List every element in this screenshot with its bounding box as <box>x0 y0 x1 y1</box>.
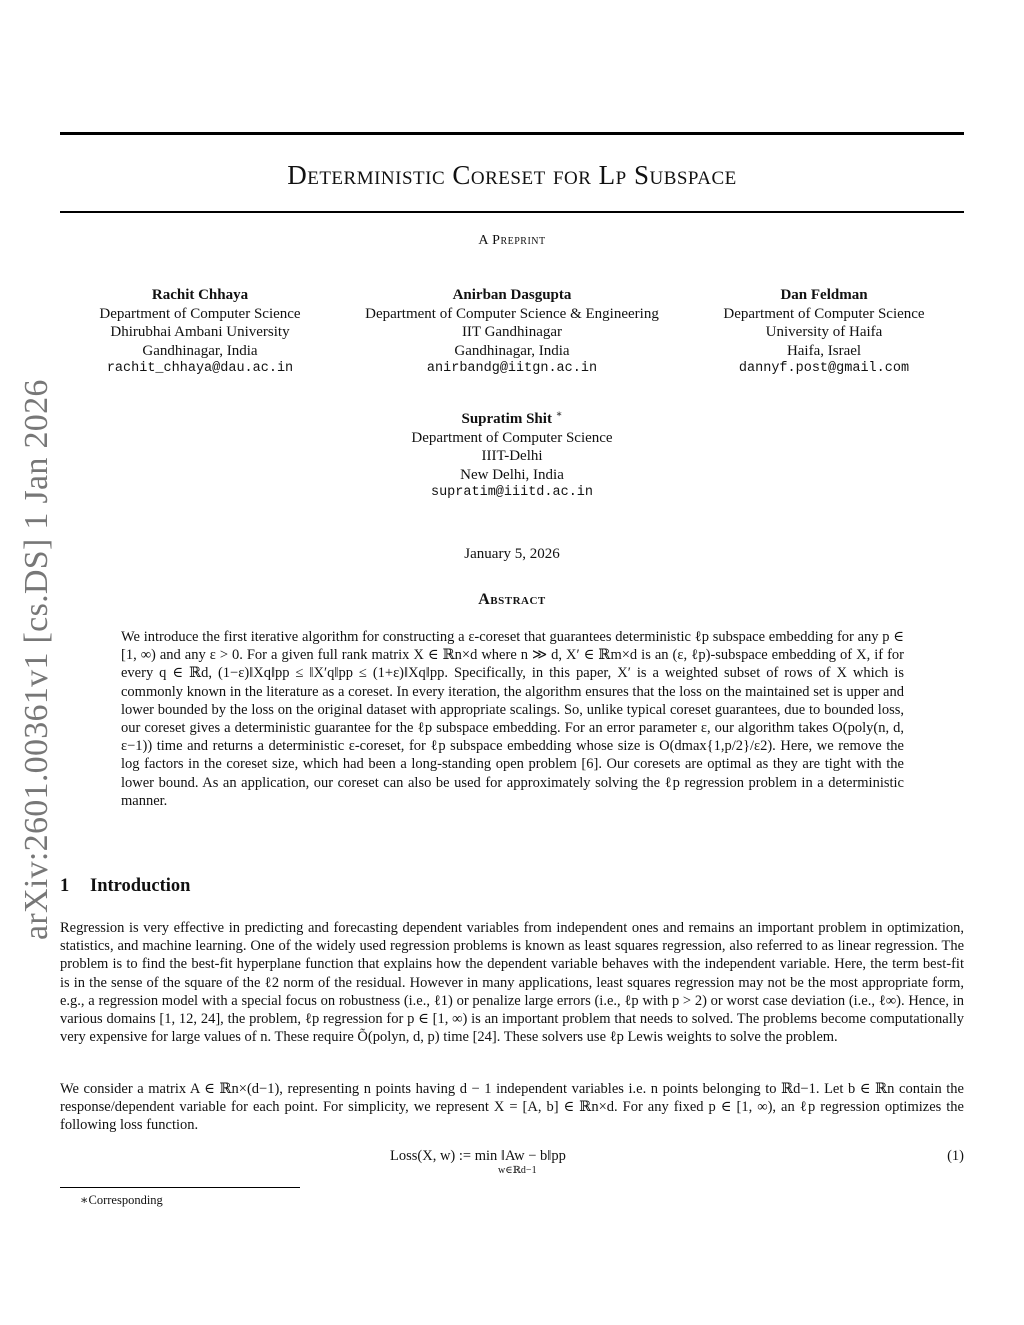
author-block-4 <box>362 406 662 503</box>
section-title: Introduction <box>90 876 191 896</box>
author-dept: Department of Computer Science <box>99 305 301 322</box>
arxiv-stamp: arXiv:2601.00361v1 [cs.DS] 1 Jan 2026 <box>18 379 55 940</box>
author-dept: Department of Computer Science & Engineering <box>365 305 659 322</box>
author-dept: Department of Computer Science <box>723 305 925 322</box>
section-heading <box>60 876 190 897</box>
paragraph-2: We consider a matrix A ∈ ℝn×(d−1), representing n points having d − 1 independent variables i.e. n points belonging to ℝd−1. Let b ∈ ℝn contain the response/dependent variable for each point. For simplicity, we represent X = [A, b] ∈ ℝn×d. For any fixed p ∈ [1, ∞), an ℓp regression optimizes the following loss function. <box>60 1081 964 1134</box>
page-title: Deterministic Coreset for Lp Subspace <box>287 160 737 190</box>
footnote-rule <box>60 1187 300 1188</box>
section-number: 1 <box>60 876 70 896</box>
author-inst: University of Haifa <box>765 324 883 340</box>
author-location: Haifa, Israel <box>786 342 862 359</box>
author-email[interactable]: supratim@iiitd.ac.in <box>430 485 594 500</box>
paragraph-1: Regression is very effective in predicting and forecasting dependent variables from independent ones and remains an important problem in optimization, statistics, and machine learning. One of the widely used regression problems is known as least squares regression, also referred to as linear regression. The problem is to find the best-fit hyperplane function that explains how the dependent variable behaves with the independent variable. Here, the term best-fit is in the sense of the square of the ℓ2 norm of the residual. However in many applications, least squares regression may not be the most appropriate form, e.g., a regression model with a special focus on robustness (i.e., ℓ1) or penalize large errors (i.e., ℓp with p > 2) or worst case deviation (i.e., ℓ∞). Hence, in various domains [1, 12, 24], the problem, ℓp regression for p ∈ [1, ∞) is an important problem that needs to solved. The problems become computationally very expensive for large values of n. These require Õ(polyn, d, p) time [24]. These solvers use ℓp Lewis weights to solve the problem. <box>60 920 964 1046</box>
paper-date: January 5, 2026 <box>464 546 560 562</box>
author-location: Gandhinagar, India <box>454 342 570 359</box>
author-email[interactable]: dannyf.post@gmail.com <box>738 361 910 376</box>
author-name: Anirban Dasgupta <box>452 287 572 303</box>
author-name-line <box>362 406 662 429</box>
footnote: ∗Corresponding <box>80 1193 163 1207</box>
equation-number: (1) <box>947 1148 964 1164</box>
preprint-label: A Preprint <box>478 233 546 248</box>
title-rule-bottom <box>60 211 964 213</box>
abstract-heading: Abstract <box>478 591 546 608</box>
author-name: Rachit Chhaya <box>151 287 249 303</box>
author-block-3 <box>704 286 944 379</box>
author-block-1 <box>80 286 320 379</box>
abstract-text: We introduce the first iterative algorithm for constructing a ε-coreset that guarantees deterministic ℓp subspace embedding for any p ∈ [1, ∞) and any ε > 0. For a given full rank matrix X ∈ ℝn×d where n ≫ d, X′ ∈ ℝm×d is an (ε, ℓp)-subspace embedding of X, if for every q ∈ ℝd, (1−ε)‖Xq‖pp ≤ ‖X′q‖pp ≤ (1+ε)‖Xq‖pp. Specifically, in this paper, X′ is a weighted subset of rows of X which is commonly known in the literature as a coreset. In every iteration, the algorithm ensures that the loss on the maintained set is upper and lower bounded by the loss on the original dataset with appropriate scalings. So, unlike typical coreset guarantees, due to bounded loss, our coreset gives a deterministic guarantee for the ℓp subspace embedding. For an error parameter ε, our algorithm takes O(poly(n, d, ε−1)) time and returns a deterministic ε-coreset, for ℓp subspace embedding whose size is O(dmax{1,p/2}/ε2). Here, we remove the log factors in the coreset size, which had been a long-standing open problem [6]. Our coresets are optimal as they are tight with the lower bound. As an application, our coreset can also be used for approximately solving the ℓp regression problem in a deterministic manner. <box>121 629 904 809</box>
author-location: Gandhinagar, India <box>142 342 258 359</box>
author-location: New Delhi, India <box>460 466 564 483</box>
author-email[interactable]: anirbandg@iitgn.ac.in <box>426 361 598 376</box>
title-rule-top <box>60 132 964 135</box>
author-block-2 <box>332 286 692 379</box>
author-name: Supratim Shit <box>461 411 552 427</box>
equation-body: Loss(X, w) := min ‖Aw − b‖pp <box>390 1148 566 1164</box>
equation-subscript: w∈ℝd−1 <box>498 1165 537 1176</box>
author-email[interactable]: rachit_chhaya@dau.ac.in <box>106 361 294 376</box>
author-inst: Dhirubhai Ambani University <box>110 324 290 340</box>
author-name: Dan Feldman <box>780 287 868 303</box>
author-inst: IIIT-Delhi <box>481 448 543 464</box>
footnote-mark[interactable]: ∗ <box>555 409 563 420</box>
author-dept: Department of Computer Science <box>411 429 613 446</box>
author-inst: IIT Gandhinagar <box>461 324 563 340</box>
